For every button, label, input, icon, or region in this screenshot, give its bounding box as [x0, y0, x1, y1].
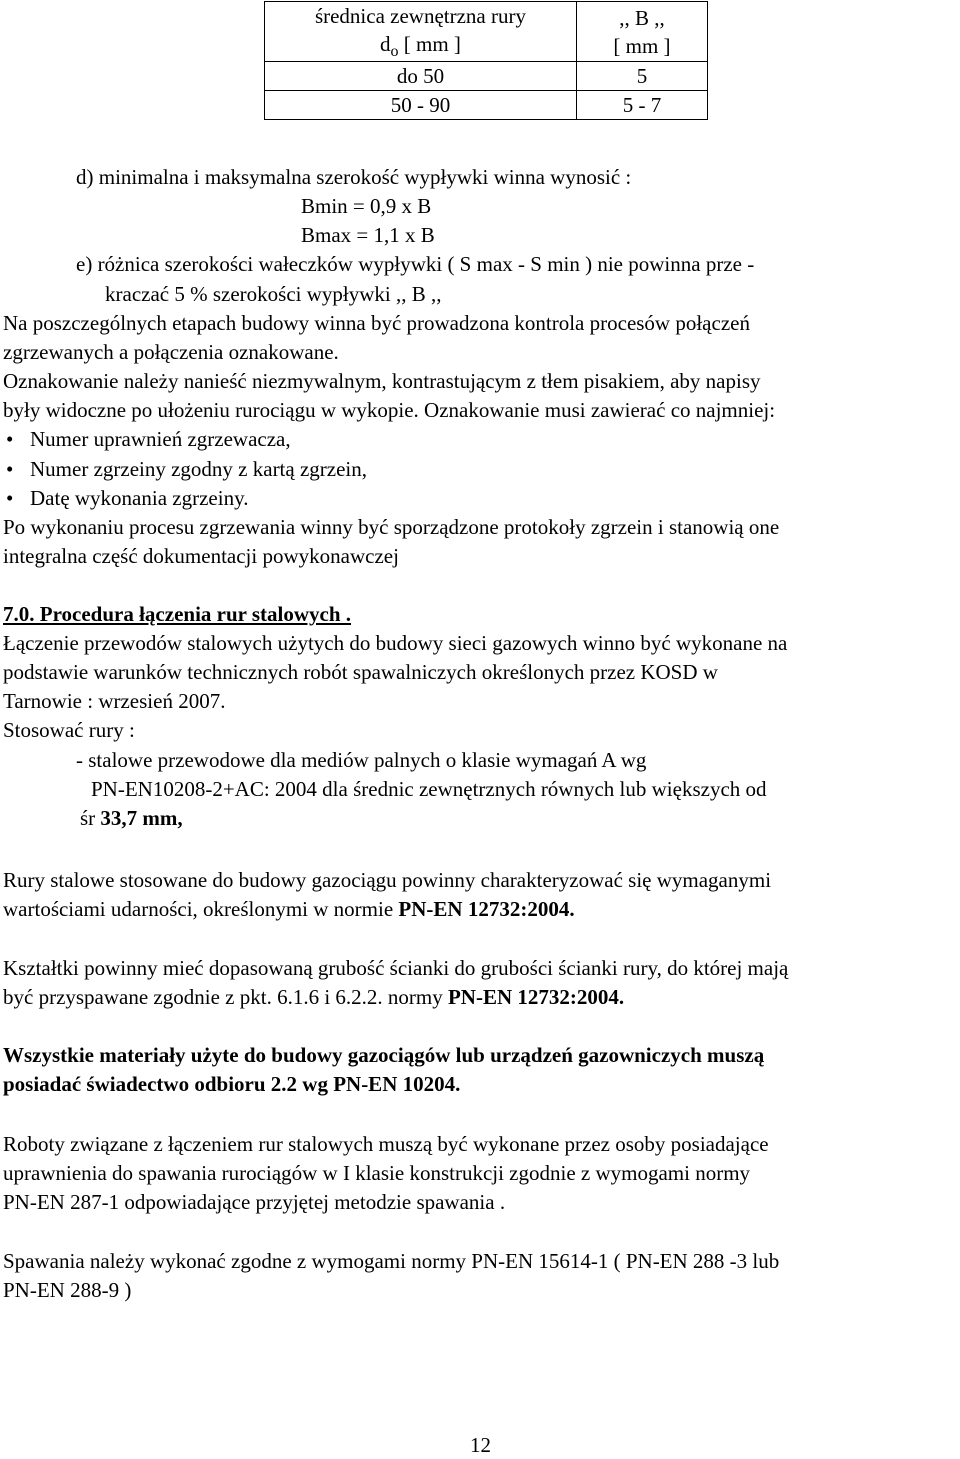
materials-paragraph-line-2: posiadać świadectwo odbioru 2.2 wg PN-EN 10204.	[3, 1072, 461, 1096]
bullet-icon: •	[6, 457, 14, 481]
fittings-paragraph-line-2	[3, 983, 624, 1011]
bullet-icon: •	[6, 427, 14, 451]
welders-paragraph-line-1: Roboty związane z łączeniem rur stalowych muszą być wykonane przez osoby posiadające	[3, 1132, 769, 1156]
protocols-paragraph-line-1: Po wykonaniu procesu zgrzewania winny być sporządzone protokoły zgrzein i stanowią one	[3, 515, 780, 539]
impact-paragraph-line-2	[3, 895, 575, 923]
welding-paragraph-line-2: PN-EN 288-9 )	[3, 1278, 132, 1302]
marking-paragraph-line-2: były widoczne po ułożeniu rurociągu w wykopie. Oznakowanie musi zawierać co najmniej:	[3, 398, 776, 422]
protocols-paragraph-line-2: integralna część dokumentacji powykonawczej	[3, 544, 399, 568]
header-d-symbol: d	[380, 32, 391, 56]
table-header-row	[265, 2, 708, 62]
pipes-line-2: PN-EN10208-2+AC: 2004 dla średnic zewnętrznych równych lub większych od	[91, 777, 767, 801]
table-cell-b: 5 - 7	[576, 91, 707, 120]
bmin-formula: Bmin = 0,9 x B	[301, 194, 432, 218]
weld-bead-width-table	[264, 1, 708, 120]
section-d-line: d) minimalna i maksymalna szerokość wypływki winna wynosić :	[76, 165, 632, 189]
impact-line-2-prefix: wartościami udarności, określonymi w normie	[3, 897, 399, 921]
fittings-line-2-prefix: być przyspawane zgodnie z pkt. 6.1.6 i 6.2.2. normy	[3, 985, 448, 1009]
header-b-label: ,, B ,,	[619, 5, 665, 30]
impact-paragraph-line-1: Rury stalowe stosowane do budowy gazociągu powinny charakteryzować się wymaganymi	[3, 868, 772, 892]
bullet-icon: •	[6, 486, 14, 510]
pipes-line-1: - stalowe przewodowe dla mediów palnych o klasie wymagań A wg	[76, 748, 647, 772]
bmax-formula: Bmax = 1,1 x B	[301, 223, 435, 247]
table-header-b	[576, 2, 707, 62]
section-e-line-2: kraczać 5 % szerokości wypływki ,, B ,,	[105, 282, 442, 306]
header-diameter-unit-line	[265, 30, 576, 61]
control-paragraph-line-1: Na poszczególnych etapach budowy winna być prowadzona kontrola procesów połączeń	[3, 311, 750, 335]
table-cell-range: 50 - 90	[265, 91, 577, 120]
header-b-unit: [ mm ]	[613, 33, 671, 58]
control-paragraph-line-2: zgrzewanych a połączenia oznakowane.	[3, 340, 339, 364]
list-item: Datę wykonania zgrzeiny.	[30, 486, 249, 510]
welders-paragraph-line-2: uprawnienia do spawania rurociągów w I klasie konstrukcji zgodnie z wymogami normy	[3, 1161, 751, 1185]
pipes-intro: Stosować rury :	[3, 718, 135, 742]
list-item: Numer zgrzeiny zgodny z kartą zgrzein,	[30, 457, 368, 481]
pipes-diameter-value: 33,7 mm,	[100, 806, 183, 830]
table-row	[265, 62, 708, 91]
marking-paragraph-line-1: Oznakowanie należy nanieść niezmywalnym, kontrastującym z tłem pisakiem, aby napisy	[3, 369, 761, 393]
header-diameter-unit: [ mm ]	[403, 32, 461, 56]
section-e-line-1: e) różnica szerokości wałeczków wypływki ( S max - S min ) nie powinna prze -	[76, 252, 755, 276]
pipes-line-3	[80, 804, 183, 832]
header-diameter-label: średnica zewnętrzna rury	[314, 4, 526, 28]
table-cell-b: 5	[576, 62, 707, 91]
section-heading-7: 7.0. Procedura łączenia rur stalowych .	[3, 602, 352, 626]
welding-paragraph-line-1: Spawania należy wykonać zgodne z wymogami normy PN-EN 15614-1 ( PN-EN 288 -3 lub	[3, 1249, 780, 1273]
steel-paragraph-line-1: Łączenie przewodów stalowych użytych do budowy sieci gazowych winno być wykonane na	[3, 631, 788, 655]
fittings-paragraph-line-1: Kształtki powinny mieć dopasowaną grubość ścianki do grubości ścianki rury, do której mają	[3, 956, 789, 980]
impact-standard: PN-EN 12732:2004.	[398, 897, 575, 921]
pipes-line-3-prefix: śr	[80, 806, 101, 830]
materials-paragraph-line-1: Wszystkie materiały użyte do budowy gazociągów lub urządzeń gazowniczych muszą	[3, 1043, 765, 1067]
list-item: Numer uprawnień zgrzewacza,	[30, 427, 291, 451]
welders-paragraph-line-3: PN-EN 287-1 odpowiadające przyjętej metodzie spawania .	[3, 1190, 506, 1214]
page-number: 12	[470, 1433, 491, 1457]
steel-paragraph-line-2: podstawie warunków technicznych robót spawalniczych określonych przez KOSD w	[3, 660, 718, 684]
table-header-diameter	[265, 2, 577, 62]
steel-paragraph-line-3: Tarnowie : wrzesień 2007.	[3, 689, 226, 713]
header-d-subscript: o	[390, 43, 399, 60]
table-cell-range: do 50	[265, 62, 577, 91]
fittings-standard: PN-EN 12732:2004.	[447, 985, 625, 1009]
table-row	[265, 91, 708, 120]
